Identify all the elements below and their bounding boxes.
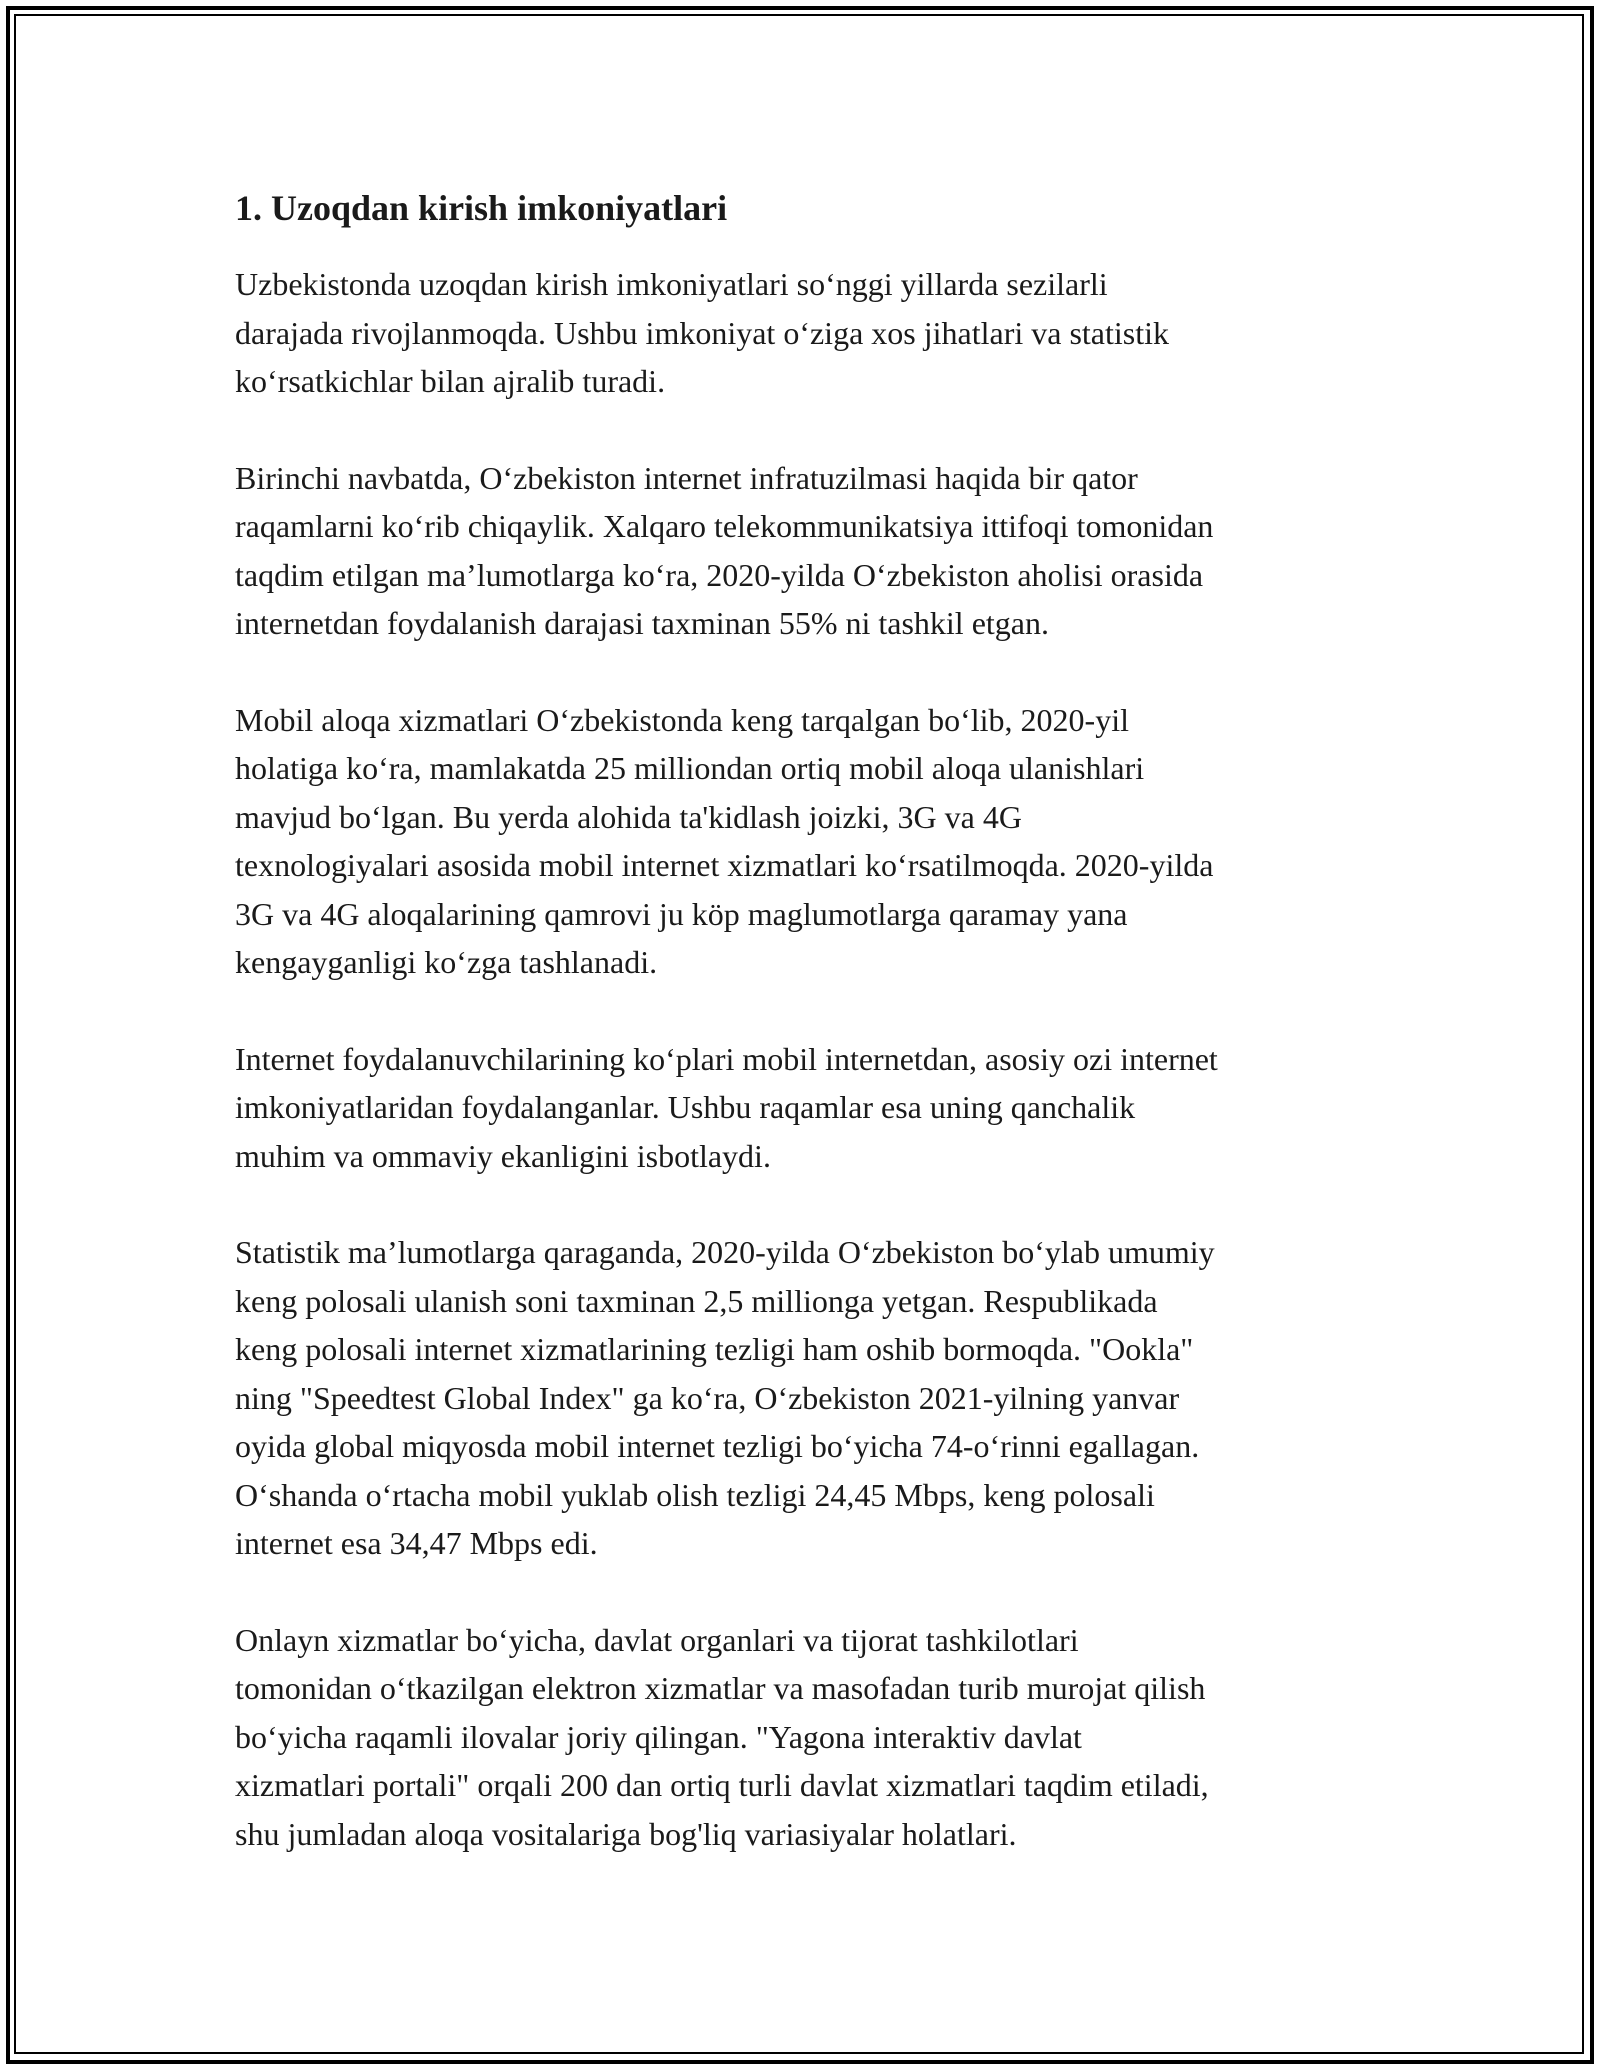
paragraph-5 — [235, 1228, 1365, 1568]
paragraph-line: Birinchi navbatda, O‘zbekiston internet infratuzilmasi haqida bir qator — [235, 459, 1138, 496]
paragraph-3 — [235, 696, 1365, 987]
section-heading: 1. Uzoqdan kirish imkoniyatlari — [235, 188, 728, 228]
paragraph-line: Uzbekistonda uzoqdan kirish imkoniyatlari so‘nggi yillarda sezilarli — [235, 266, 1108, 302]
paragraph-line: internetdan foydalanish darajasi taxminan 55% ni tashkil etgan. — [235, 605, 1049, 641]
paragraph-line: kengayganligi ko‘zga tashlanadi. — [235, 944, 658, 980]
paragraph-6 — [235, 1616, 1365, 1859]
paragraph-1 — [235, 260, 1365, 406]
paragraph-line: internet esa 34,47 Mbps edi. — [235, 1525, 598, 1561]
paragraph-line: oyida global miqyosda mobil internet tezligi bo‘yicha 74-o‘rinni egallagan. — [235, 1428, 1200, 1464]
paragraph-line: mavjud bo‘lgan. Bu yerda alohida ta'kidlash joizki, 3G va 4G — [235, 798, 1022, 835]
paragraph-line: O‘shanda o‘rtacha mobil yuklab olish tezligi 24,45 Mbps, keng polosali — [235, 1476, 1155, 1513]
paragraph-line: ning "Speedtest Global Index" ga ko‘ra, O‘zbekiston 2021-yilning yanvar — [235, 1379, 1180, 1416]
paragraph-line: muhim va ommaviy ekanligini isbotlaydi. — [235, 1137, 771, 1174]
paragraph-4 — [235, 1035, 1365, 1181]
paragraph-line: xizmatlari portali" orqali 200 dan ortiq turli davlat xizmatlari taqdim etiladi, — [235, 1767, 1209, 1803]
paragraph-line: shu jumladan aloqa vositalariga bog'liq variasiyalar holatlari. — [235, 1815, 1017, 1852]
paragraph-line: Statistik ma’lumotlarga qaraganda, 2020-yilda O‘zbekiston bo‘ylab umumiy — [235, 1234, 1215, 1270]
paragraph-line: taqdim etilgan ma’lumotlarga ko‘ra, 2020-yilda O‘zbekiston aholisi orasida — [235, 556, 1204, 593]
paragraph-line: tomonidan o‘tkazilgan elektron xizmatlar va masofadan turib murojat qilish — [235, 1670, 1206, 1706]
document-page — [235, 186, 1365, 1906]
paragraph-line: texnologiyalari asosida mobil internet xizmatlari ko‘rsatilmoqda. 2020-yilda — [235, 847, 1214, 883]
paragraph-line: darajada rivojlanmoqda. Ushbu imkoniyat o‘ziga xos jihatlari va statistik — [235, 314, 1169, 351]
paragraph-line: holatiga ko‘ra, mamlakatda 25 milliondan ortiq mobil aloqa ulanishlari — [235, 750, 1145, 786]
paragraph-line: 3G va 4G aloqalarining qamrovi ju köp maglumotlarga qaramay yana — [235, 895, 1128, 932]
paragraph-line: keng polosali ulanish soni taxminan 2,5 millionga yetgan. Respublikada — [235, 1282, 1158, 1319]
paragraph-line: Onlayn xizmatlar bo‘yicha, davlat organlari va tijorat tashkilotlari — [235, 1621, 1079, 1658]
paragraph-line: Mobil aloqa xizmatlari O‘zbekistonda keng tarqalgan bo‘lib, 2020-yil — [235, 701, 1129, 738]
paragraph-line: raqamlarni ko‘rib chiqaylik. Xalqaro telekommunikatsiya ittifoqi tomonidan — [235, 508, 1214, 544]
paragraph-line: bo‘yicha raqamli ilovalar joriy qilingan. "Yagona interaktiv davlat — [235, 1718, 1082, 1755]
paragraph-2 — [235, 454, 1365, 648]
paragraph-line: ko‘rsatkichlar bilan ajralib turadi. — [235, 363, 666, 399]
paragraph-line: imkoniyatlaridan foydalanganlar. Ushbu raqamlar esa uning qanchalik — [235, 1089, 1136, 1125]
paragraph-line: Internet foydalanuvchilarining ko‘plari mobil internetdan, asosiy ozi internet — [235, 1040, 1218, 1077]
paragraph-line: keng polosali internet xizmatlarining tezligi ham oshib bormoqda. "Ookla" — [235, 1331, 1194, 1367]
